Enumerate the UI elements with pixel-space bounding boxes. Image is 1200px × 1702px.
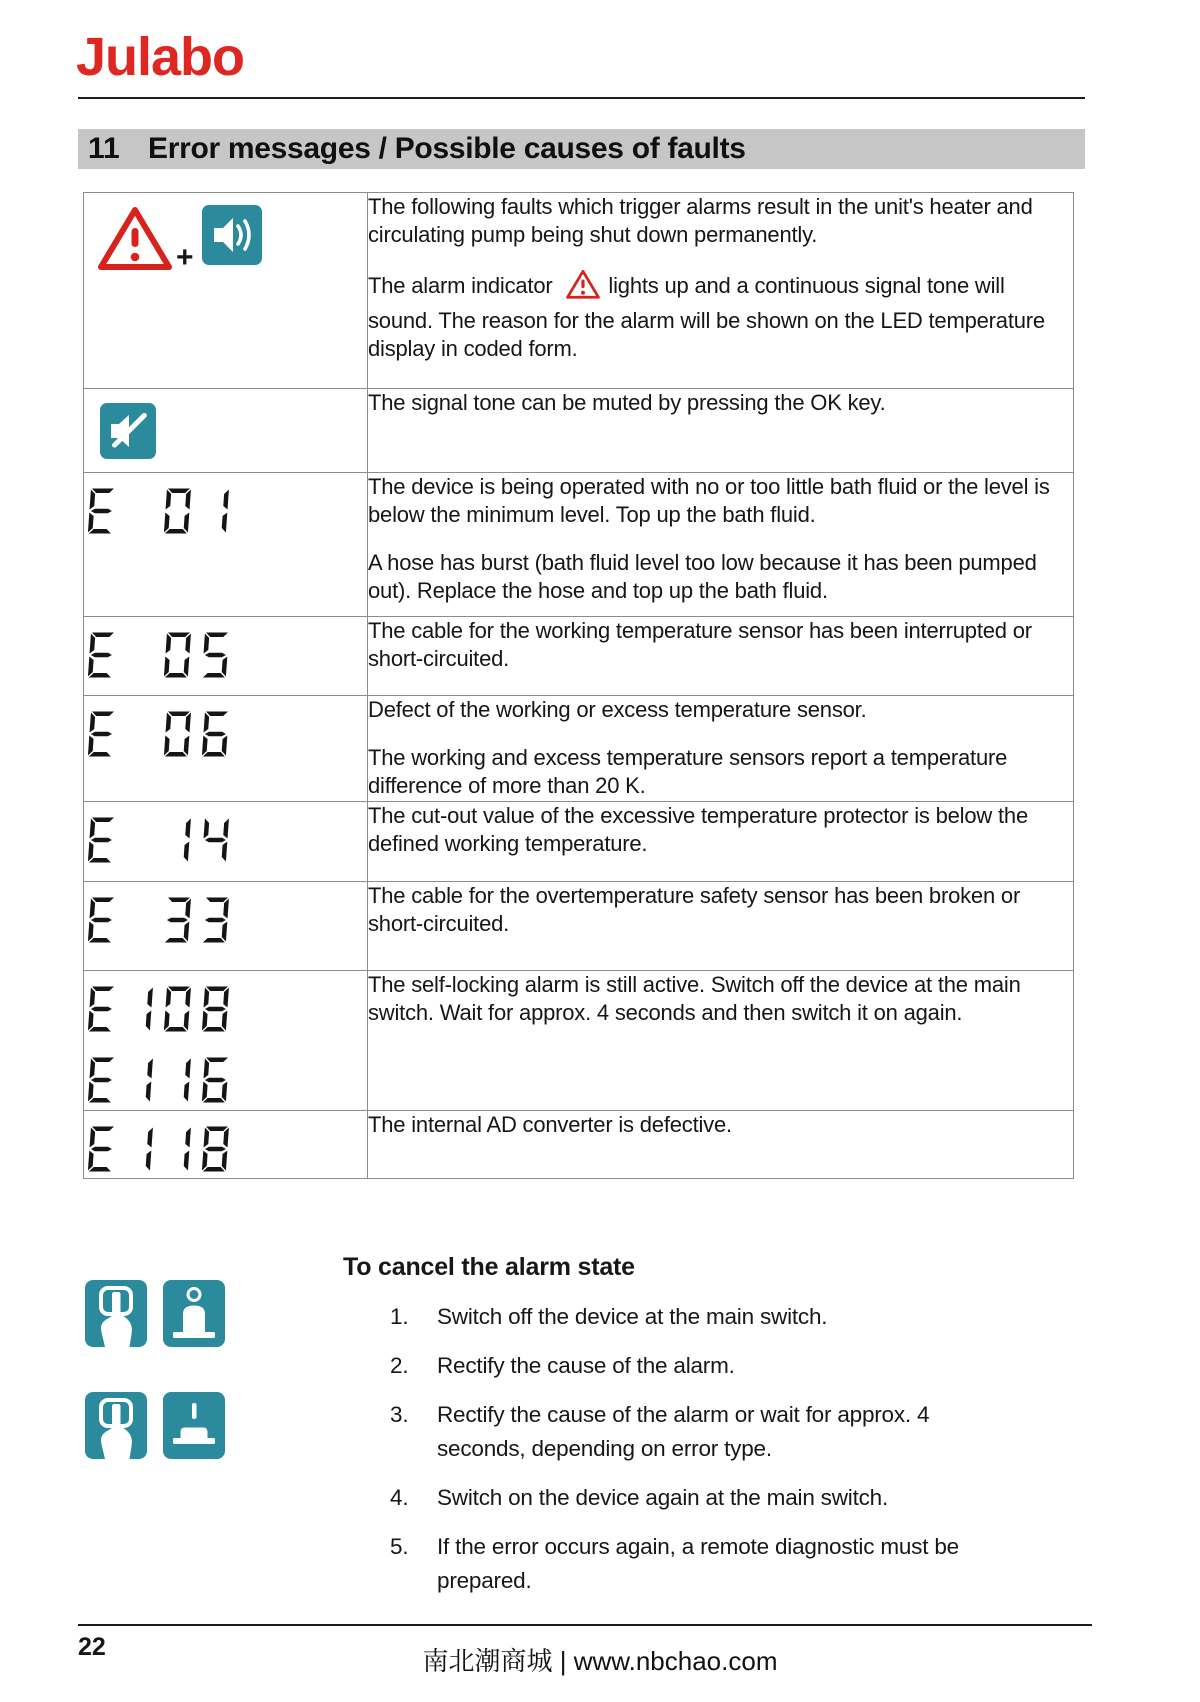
step-number: 5. (390, 1534, 409, 1559)
description-cell (368, 193, 1074, 389)
step-number: 1. (390, 1304, 409, 1329)
error-code-cell (84, 193, 368, 389)
led-error-code (88, 631, 240, 679)
step-text: Switch off the device at the main switch. (437, 1304, 828, 1329)
error-code-cell (84, 696, 368, 802)
error-code-cell (84, 1111, 368, 1179)
led-code-line (88, 487, 367, 540)
cancel-step (390, 1349, 1015, 1383)
description-text: The self-locking alarm is still active. Switch off the device at the main switch. Wait for approx. 4 seconds and then switch it on again. (368, 972, 1021, 1025)
table-row (84, 617, 1074, 696)
description-text: The cable for the overtemperature safety sensor has been broken or short-circuited. (368, 883, 1021, 936)
press-ok-key-icon (85, 1280, 147, 1347)
table-row (84, 389, 1074, 473)
description-text: The internal AD converter is defective. (368, 1112, 732, 1137)
description-text: The alarm indicator lights up and a continuous signal tone will sound. The reason for the alarm will be shown on the LED temperature display in coded form. (368, 269, 1073, 363)
description-text: The signal tone can be muted by pressing the OK key. (368, 390, 886, 415)
cancel-steps-list (390, 1300, 1015, 1598)
julabo-logo: Julabo (76, 27, 245, 87)
warning-triangle-icon (96, 205, 174, 273)
step-text: Rectify the cause of the alarm. (437, 1353, 735, 1378)
main-switch-on-icon (163, 1392, 225, 1459)
description-text: The cable for the working temperature sensor has been interrupted or short-circuited. (368, 618, 1032, 671)
error-table (83, 192, 1074, 1179)
plus-sign: + (176, 241, 194, 274)
led-error-code (88, 710, 240, 758)
led-error-code (88, 487, 240, 535)
header-rule (78, 97, 1085, 99)
description-cell (368, 696, 1074, 802)
led-code-line (88, 985, 367, 1038)
led-error-code (88, 816, 240, 864)
step-text: Rectify the cause of the alarm or wait for approx. 4 seconds, depending on error type. (437, 1402, 930, 1461)
table-row (84, 971, 1074, 1111)
led-code-line (88, 710, 367, 763)
step-number: 2. (390, 1353, 409, 1378)
led-code-line (88, 1125, 367, 1178)
description-cell (368, 617, 1074, 696)
led-error-code (88, 896, 240, 944)
description-cell (368, 882, 1074, 971)
led-error-code (88, 1056, 240, 1104)
table-row (84, 882, 1074, 971)
description-cell (368, 802, 1074, 882)
error-code-cell (84, 971, 368, 1111)
cancel-icon-pair (85, 1280, 225, 1347)
press-ok-key-icon (85, 1392, 147, 1459)
description-text: Defect of the working or excess temperature sensor. (368, 697, 867, 722)
section-number: 11 (88, 132, 120, 165)
led-code-line (88, 1056, 367, 1109)
cancel-icon-pair (85, 1392, 225, 1459)
warning-triangle-icon (565, 269, 601, 300)
section-header (78, 129, 1085, 169)
led-code-line (88, 816, 367, 869)
cancel-step (390, 1398, 1015, 1466)
cancel-step (390, 1530, 1015, 1598)
led-error-code (88, 1125, 240, 1173)
step-text: If the error occurs again, a remote diagnostic must be prepared. (437, 1534, 959, 1593)
error-code-cell (84, 802, 368, 882)
table-row (84, 1111, 1074, 1179)
main-switch-off-icon (163, 1280, 225, 1347)
speaker-muted-icon (100, 403, 156, 459)
led-code-line (88, 896, 367, 949)
description-text: A hose has burst (bath fluid level too low because it has been pumped out). Replace the hose and top up the bath fluid. (368, 550, 1037, 603)
description-text: The working and excess temperature sensors report a temperature difference of more than 20 K. (368, 745, 1008, 798)
description-text: The following faults which trigger alarms result in the unit's heater and circulating pump being shut down permanently. (368, 194, 1033, 247)
description-text: The cut-out value of the excessive temperature protector is below the defined working temperature. (368, 803, 1028, 856)
speaker-on-icon (202, 205, 262, 265)
error-code-cell (84, 882, 368, 971)
led-error-code (88, 985, 240, 1033)
step-text: Switch on the device again at the main switch. (437, 1485, 889, 1510)
footer-rule (78, 1624, 1092, 1626)
description-cell (368, 1111, 1074, 1179)
table-row (84, 473, 1074, 617)
description-cell (368, 971, 1074, 1111)
page-number: 22 (78, 1633, 106, 1661)
table-row (84, 802, 1074, 882)
cancel-step (390, 1300, 1015, 1334)
description-cell (368, 389, 1074, 473)
site-credit: 南北潮商城 | www.nbchao.com (422, 1646, 778, 1676)
cancel-alarm-heading: To cancel the alarm state (343, 1253, 635, 1281)
step-number: 3. (390, 1402, 409, 1427)
cancel-step (390, 1481, 1015, 1515)
error-code-cell (84, 473, 368, 617)
error-code-cell (84, 617, 368, 696)
step-number: 4. (390, 1485, 409, 1510)
description-text: The device is being operated with no or too little bath fluid or the level is below the minimum level. Top up the bath fluid. (368, 474, 1050, 527)
description-cell (368, 473, 1074, 617)
table-row (84, 193, 1074, 389)
error-code-cell (84, 389, 368, 473)
alarm-icon-group (84, 193, 367, 273)
led-code-line (88, 631, 367, 684)
section-title: Error messages / Possible causes of faults (148, 132, 746, 165)
table-row (84, 696, 1074, 802)
